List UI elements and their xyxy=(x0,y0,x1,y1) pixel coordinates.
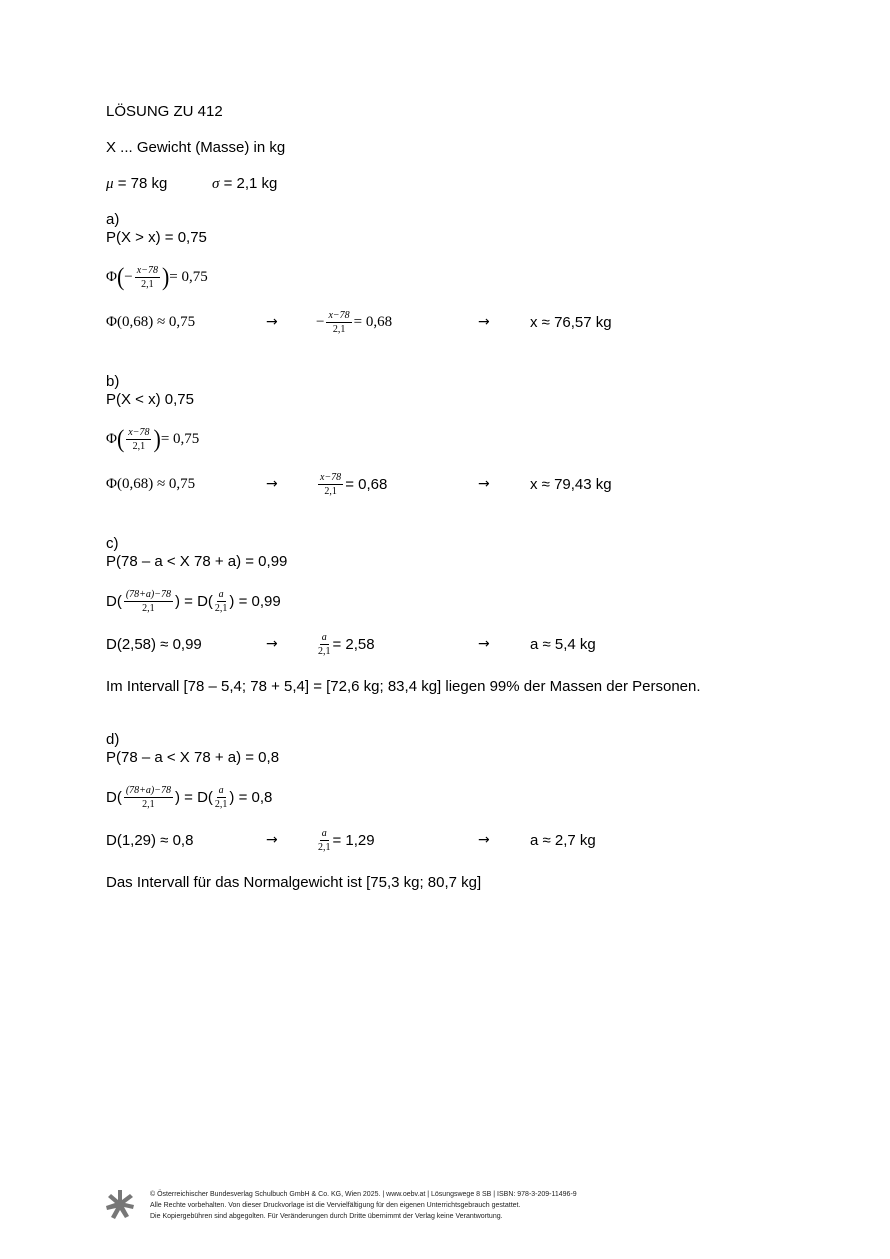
arrow-icon: → xyxy=(266,314,278,330)
part-c-step-mid: $\frac{a}{2,1}$ = 2,58 xyxy=(318,631,375,657)
part-c-probability: P(78 – a < X 78 + a) = 0,99 xyxy=(106,553,288,570)
fraction: $\frac{a}{2,1}$ xyxy=(318,827,331,853)
page-title: LÖSUNG ZU 412 xyxy=(106,103,223,120)
mu-line xyxy=(106,175,167,193)
part-d-label: d) xyxy=(106,731,120,748)
footer-copyright: © Österreichischer Bundesverlag Schulbuch GmbH & Co. KG, Wien 2025. | www.oebv.at | Lösungswege 8 SB | ISBN: 978-3-209-11496-9 xyxy=(150,1191,577,1198)
oebv-logo-icon xyxy=(104,1189,136,1221)
footer-rights: Alle Rechte vorbehalten. Von dieser Druckvorlage ist die Vervielfältigung für den eigenen Unterrichtsgebrauch gestattet. xyxy=(150,1202,521,1209)
footer-fees: Die Kopiergebühren sind abgegolten. Für Veränderungen durch Dritte übernimmt der Verlag keine Verantwortung. xyxy=(150,1213,503,1220)
fraction: $\frac{a}{2,1}$ xyxy=(214,784,228,810)
part-a-label: a) xyxy=(106,211,120,228)
arrow-icon: → xyxy=(266,636,278,652)
arrow-icon: → xyxy=(478,636,490,652)
fraction: $\frac{a}{2,1}$ xyxy=(318,631,331,657)
sigma-value: = 2,1 kg xyxy=(219,175,278,192)
sigma-symbol: σ xyxy=(212,176,220,192)
part-b-step-mid: $\frac{x-78}{2,1}$ = 0,68 xyxy=(320,471,388,497)
part-a-probability: P(X > x) = 0,75 xyxy=(106,229,207,246)
part-d-result: a ≈ 2,7 kg xyxy=(530,831,596,849)
variable-definition: X ... Gewicht (Masse) in kg xyxy=(106,139,286,156)
part-b-step-left: Φ(0,68) ≈ 0,75 xyxy=(106,475,196,492)
document-page: LÖSUNG ZU 412 X ... Gewicht (Masse) in kg μ = 78 kg σ = 2,1 kg a) P(X > x) = 0,75 Φ ( − $\frac{x-78}{2,1}$ ) = 0,75 Φ(0,68) ≈ 0,75 → − $\frac{x-78}{2,1}$ = 0,68 → x ≈ 76,57 kg b) P(X < x) 0,75 Φ ( $\frac{x-78}{2,1}$ ) = 0,75 Φ(0,68) ≈ 0,75 → $\frac{x-78}{2,1}$ = 0,68 → x ≈ 79,43 kg c) P(78 – a < X 78 + a) = 0,99 D( $\frac{(78+a)-78}{2,1}$ ) = D( $\frac{a}{2,1}$ ) = 0,99 D(2,58) ≈ 0,99 → $\frac{a}{2,1}$ = 2,58 → a ≈ 5,4 kg Im Intervall [78 – 5,4; 78 + 5,4] = [72,6 kg; 83,4 kg] liegen 99% der Massen der Personen. d) P(78 – a < X 78 + a) = 0,8 D( $\frac{(78+a)-78}{2,1}$ ) = D( $\frac{a}{2,1}$ ) = 0,8 D(1,29) ≈ 0,8 → $\frac{a}{2,1}$ = 1,29 → a ≈ 2,7 kg Das Intervall für das Normalgewicht ist [75,3 kg; 80,7 kg] © Österreichischer Bundesverlag Schulbuch GmbH & Co. KG, Wien 2025. | www.oebv.at | Lösungswege 8 SB | ISBN: 978-3-209-11496-9 Alle Rechte vorbehalten. Von dieser Druckvorlage ist die Vervielfältigung für den eigenen Unterrichtsgebrauch gestattet. Die Kopiergebühren sind abgegolten. Für Veränderungen durch Dritte übernimmt der Verlag keine Verantwortung. xyxy=(0,0,890,1259)
part-d-step-mid: $\frac{a}{2,1}$ = 1,29 xyxy=(318,827,375,853)
fraction: $\frac{x-78}{2,1}$ xyxy=(328,309,350,335)
phi-symbol: Φ xyxy=(106,430,117,447)
part-d-step-left: D(1,29) ≈ 0,8 xyxy=(106,831,194,849)
mu-symbol: μ xyxy=(106,176,114,192)
fraction: $\frac{(78+a)-78}{2,1}$ xyxy=(125,784,171,810)
part-b-result: x ≈ 79,43 kg xyxy=(530,475,612,493)
part-c-step-left: D(2,58) ≈ 0,99 xyxy=(106,635,202,653)
fraction: $\frac{x-78}{2,1}$ xyxy=(136,264,158,290)
phi-symbol: Φ xyxy=(106,268,117,285)
arrow-icon: → xyxy=(478,314,490,330)
fraction: $\frac{a}{2,1}$ xyxy=(214,588,228,614)
part-b-probability: P(X < x) 0,75 xyxy=(106,391,194,408)
part-c-result: a ≈ 5,4 kg xyxy=(530,635,596,653)
fraction: $\frac{x-78}{2,1}$ xyxy=(128,426,150,452)
arrow-icon: → xyxy=(266,476,278,492)
arrow-icon: → xyxy=(266,832,278,848)
footer xyxy=(150,1189,577,1222)
part-a-step-left: Φ(0,68) ≈ 0,75 xyxy=(106,313,196,330)
part-b-label: b) xyxy=(106,373,120,390)
part-c-label: c) xyxy=(106,535,119,552)
part-d-probability: P(78 – a < X 78 + a) = 0,8 xyxy=(106,749,280,766)
sigma-line xyxy=(212,175,277,193)
mu-value: = 78 kg xyxy=(113,175,168,192)
part-c-conclusion: Im Intervall [78 – 5,4; 78 + 5,4] = [72,6 kg; 83,4 kg] liegen 99% der Massen der Personen. xyxy=(106,678,701,695)
part-a-step-mid: − $\frac{x-78}{2,1}$ = 0,68 xyxy=(316,309,393,335)
fraction: $\frac{(78+a)-78}{2,1}$ xyxy=(125,588,171,614)
part-a-result: x ≈ 76,57 kg xyxy=(530,313,612,331)
part-d-conclusion: Das Intervall für das Normalgewicht ist [75,3 kg; 80,7 kg] xyxy=(106,874,482,891)
fraction: $\frac{x-78}{2,1}$ xyxy=(320,471,342,497)
arrow-icon: → xyxy=(478,476,490,492)
arrow-icon: → xyxy=(478,832,490,848)
